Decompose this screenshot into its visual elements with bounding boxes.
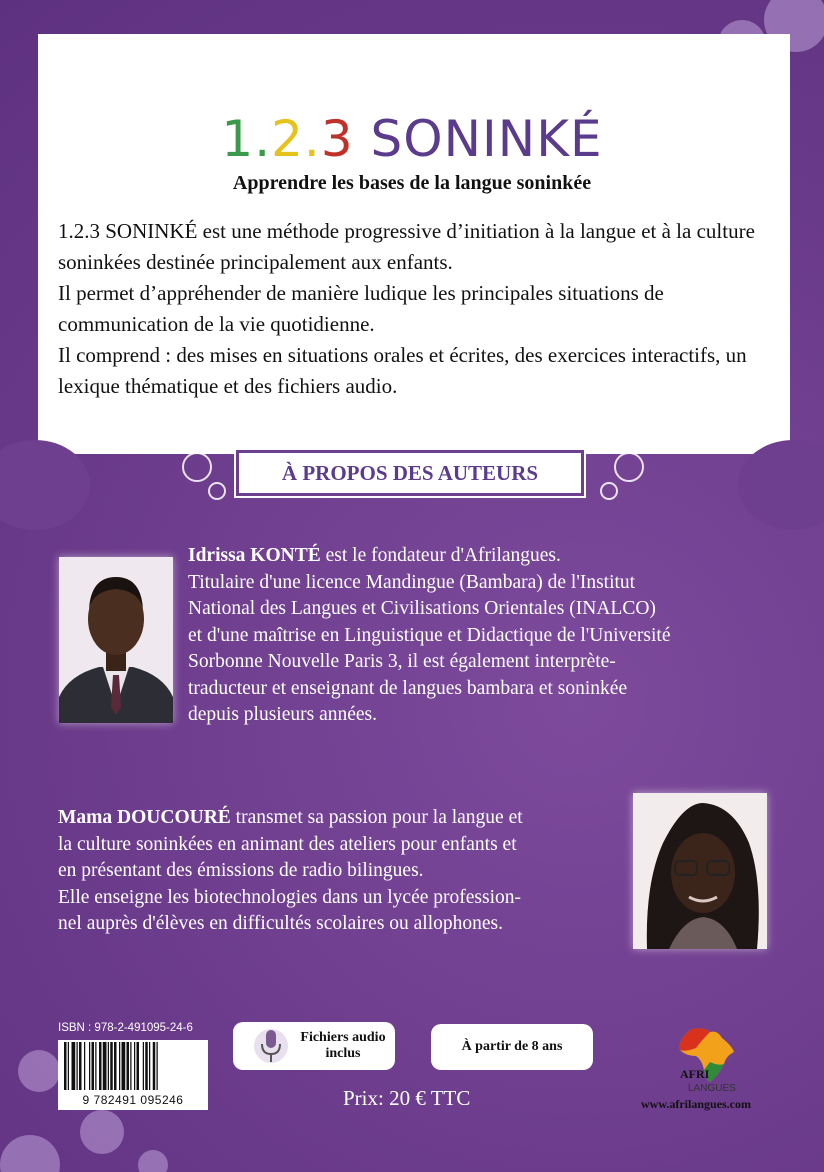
- description-paragraph: 1.2.3 SONINKÉ est une méthode progressive d’initiation à la langue et à la culture soninkées destinée principalement aux enfants.: [58, 219, 755, 274]
- decorative-bubble: [18, 1050, 60, 1092]
- book-title: [0, 110, 824, 168]
- age-badge: [431, 1024, 593, 1070]
- book-description: [58, 216, 788, 402]
- portrait-man-icon: [59, 557, 173, 723]
- decorative-bubble: [0, 1135, 60, 1172]
- author-bio-konte: Idrissa KONTÉ est le fondateur d'Afrilangues. Titulaire d'une licence Mandingue (Bambara) de l'Institut National des Langues et Civilisations Orientales (INALCO) et d'une maîtrise en Linguistique et Didactique de l'Université Sorbonne Nouvelle Paris 3, il est également interprète- traducteur et enseignant de langues bambara et soninkée depuis plusieurs années.: [188, 545, 671, 725]
- author-name-konte: Idrissa KONTÉ: [188, 545, 321, 566]
- barcode-digits: 9 782491 095246: [58, 1091, 208, 1110]
- portrait-woman-icon: [633, 793, 767, 949]
- age-badge-text: À partir de 8 ans: [461, 1039, 563, 1054]
- audio-badge-text: Fichiers audio inclus: [300, 1030, 386, 1061]
- title-digit-1: 1.: [221, 110, 272, 168]
- description-paragraph: Il comprend : des mises en situations orales et écrites, des exercices interactifs, un lexique thématique et des fichiers audio.: [58, 343, 747, 398]
- book-subtitle: Apprendre les bases de la langue soninkée: [232, 172, 592, 194]
- author-name-doucoure: Mama DOUCOURÉ: [58, 807, 231, 828]
- decorative-swirl: [182, 452, 212, 482]
- decorative-bubble: [138, 1150, 168, 1172]
- svg-text:AFRI: AFRI: [680, 1067, 710, 1081]
- author-bio-doucoure: Mama DOUCOURÉ transmet sa passion pour la langue et la culture soninkées en animant des ateliers pour enfants et en présentant des émissions de radio bilingues. Elle enseigne les biotechnologies dans un lycée profession- nel auprès d'élèves en difficultés scolaires ou allophones.: [58, 807, 523, 934]
- price: Prix: 20 € TTC: [343, 1086, 471, 1110]
- author-photo-doucoure: [633, 793, 767, 949]
- author-photo-konte: [59, 557, 173, 723]
- decorative-swirl: [600, 482, 618, 500]
- decorative-swirl: [208, 482, 226, 500]
- decorative-swirl: [606, 420, 630, 444]
- microphone-icon: [251, 1024, 291, 1068]
- decorative-swirl: [614, 452, 644, 482]
- title-name: SONINKÉ: [353, 110, 603, 168]
- audio-files-badge: [233, 1022, 395, 1070]
- decorative-bubble: [80, 1110, 124, 1154]
- description-paragraph: Il permet d’appréhender de manière ludique les principales situations de communication de la vie quotidienne.: [58, 281, 664, 336]
- logo-brand-langues: LANGUES: [688, 1083, 736, 1094]
- section-heading-authors: À PROPOS DES AUTEURS: [236, 450, 584, 496]
- isbn-label: ISBN : 978-2-491095-24-6: [58, 1022, 193, 1034]
- title-digit-3: 3: [320, 110, 354, 168]
- title-digit-2: 2.: [271, 110, 321, 168]
- afrilangues-logo-icon: [672, 1026, 742, 1086]
- decorative-swirl: [196, 420, 220, 444]
- barcode-icon: [58, 1040, 208, 1092]
- website-url[interactable]: www.afrilangues.com: [641, 1097, 751, 1111]
- decorative-swirl: [588, 436, 604, 452]
